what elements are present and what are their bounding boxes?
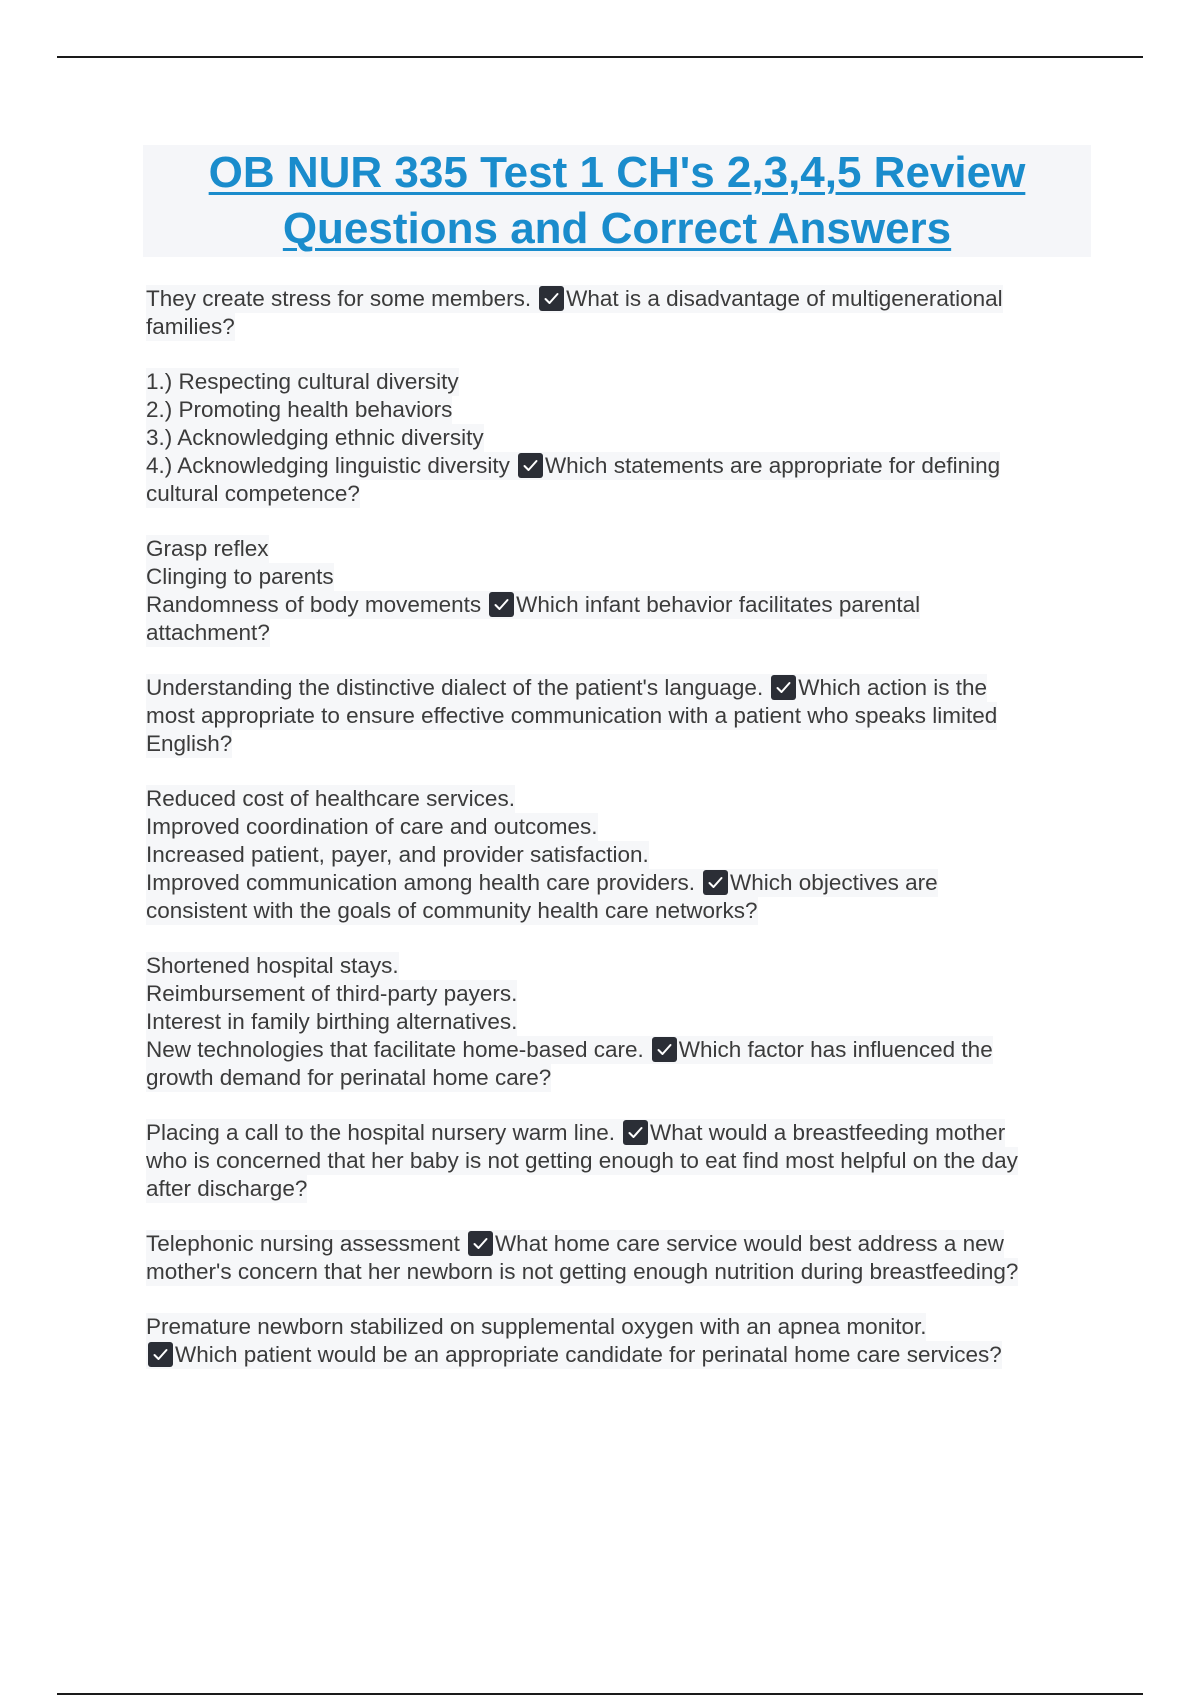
document-title [143,145,1091,257]
qa-line [146,452,1000,480]
qa-text: Increased patient, payer, and provider satisfaction. [146,842,649,867]
question-text: Which patient would be an appropriate candidate for perinatal home care services? [175,1342,1002,1367]
qa-item [146,952,1091,1092]
qa-text: Grasp reflex [146,536,269,561]
qa-line [146,730,232,758]
qa-text: most appropriate to ensure effective communication with a patient who speaks limited [146,703,998,728]
question-text: What would a breastfeeding mother [649,1120,1006,1145]
qa-text: 1.) Respecting cultural diversity [146,369,459,394]
answer-text: Placing a call to the hospital nursery warm line. [146,1120,615,1145]
check-box-icon [652,1037,677,1062]
check-box-icon [468,1231,493,1256]
qa-line [146,368,459,396]
qa-text: Reduced cost of healthcare services. [146,786,515,811]
qa-text: Interest in family birthing alternatives. [146,1009,518,1034]
qa-line [146,674,987,702]
qa-item [146,368,1091,508]
check-box-icon [518,453,543,478]
footer-rule [57,1693,1143,1695]
qa-item [146,1119,1091,1203]
qa-item [146,285,1091,341]
qa-text: families? [146,314,235,339]
qa-line [146,897,758,925]
qa-line [146,702,997,730]
qa-line [146,396,452,424]
question-text: Which action is the [798,675,988,700]
qa-text: consistent with the goals of community health care networks? [146,898,758,923]
answer-text: Understanding the distinctive dialect of the patient's language. [146,675,764,700]
answer-text: Telephonic nursing assessment [146,1231,460,1256]
qa-line [146,980,517,1008]
qa-text: attachment? [146,620,270,645]
qa-line [146,535,269,563]
qa-line [146,1036,993,1064]
answer-text: Randomness of body movements [146,592,482,617]
qa-text: Improved coordination of care and outcomes. [146,814,598,839]
qa-item [146,785,1091,925]
answer-text: They create stress for some members. [146,286,532,311]
qa-line [146,1313,926,1341]
qa-text: Shortened hospital stays. [146,953,399,978]
qa-line [146,1230,1004,1258]
qa-text: Premature newborn stabilized on supplemental oxygen with an apnea monitor. [146,1314,927,1339]
qa-item [146,674,1091,758]
question-text: What is a disadvantage of multigenerational [566,286,1003,311]
qa-item [146,1230,1091,1286]
qa-list [146,285,1091,1396]
qa-line [146,1008,517,1036]
question-text: What home care service would best address a new [494,1231,1004,1256]
qa-text: mother's concern that her newborn is not getting enough nutrition during breastfeeding? [146,1259,1019,1284]
qa-text: growth demand for perinatal home care? [146,1065,552,1090]
check-box-icon [148,1342,173,1367]
qa-line [146,619,270,647]
qa-line [146,841,649,869]
question-text: Which statements are appropriate for defining [544,453,1001,478]
qa-text: English? [146,731,233,756]
qa-line [146,1147,1018,1175]
qa-line [146,813,598,841]
qa-text: Reimbursement of third-party payers. [146,981,518,1006]
qa-line [146,563,334,591]
qa-line [146,1258,1018,1286]
header-rule [57,56,1143,58]
check-box-icon [771,675,796,700]
qa-line [146,480,360,508]
qa-item [146,535,1091,647]
qa-item [146,1313,1091,1369]
check-box-icon [539,286,564,311]
check-box-icon [489,592,514,617]
qa-line [146,1064,551,1092]
question-text: Which infant behavior facilitates parental [516,592,921,617]
qa-line [146,1341,1002,1369]
qa-line [146,285,1003,313]
qa-line [146,313,235,341]
title-line-1[interactable]: OB NUR 335 Test 1 CH's 2,3,4,5 Review [208,148,1026,197]
answer-text: 4.) Acknowledging linguistic diversity [146,453,510,478]
qa-text: 3.) Acknowledging ethnic diversity [146,425,484,450]
qa-text: cultural competence? [146,481,360,506]
qa-text: 2.) Promoting health behaviors [146,397,453,422]
qa-text: Clinging to parents [146,564,334,589]
question-text: Which objectives are [730,870,938,895]
question-text: Which factor has influenced the [678,1037,993,1062]
qa-text: who is concerned that her baby is not getting enough to eat find most helpful on the day [146,1148,1018,1173]
title-line-2[interactable]: Questions and Correct Answers [282,204,952,253]
check-box-icon [703,870,728,895]
qa-line [146,1175,307,1203]
answer-text: New technologies that facilitate home-based care. [146,1037,644,1062]
qa-line [146,1119,1005,1147]
answer-text: Improved communication among health care providers. [146,870,696,895]
qa-line [146,952,399,980]
qa-line [146,591,920,619]
qa-text: after discharge? [146,1176,308,1201]
qa-line [146,424,484,452]
check-box-icon [623,1120,648,1145]
qa-line [146,869,938,897]
qa-line [146,785,515,813]
